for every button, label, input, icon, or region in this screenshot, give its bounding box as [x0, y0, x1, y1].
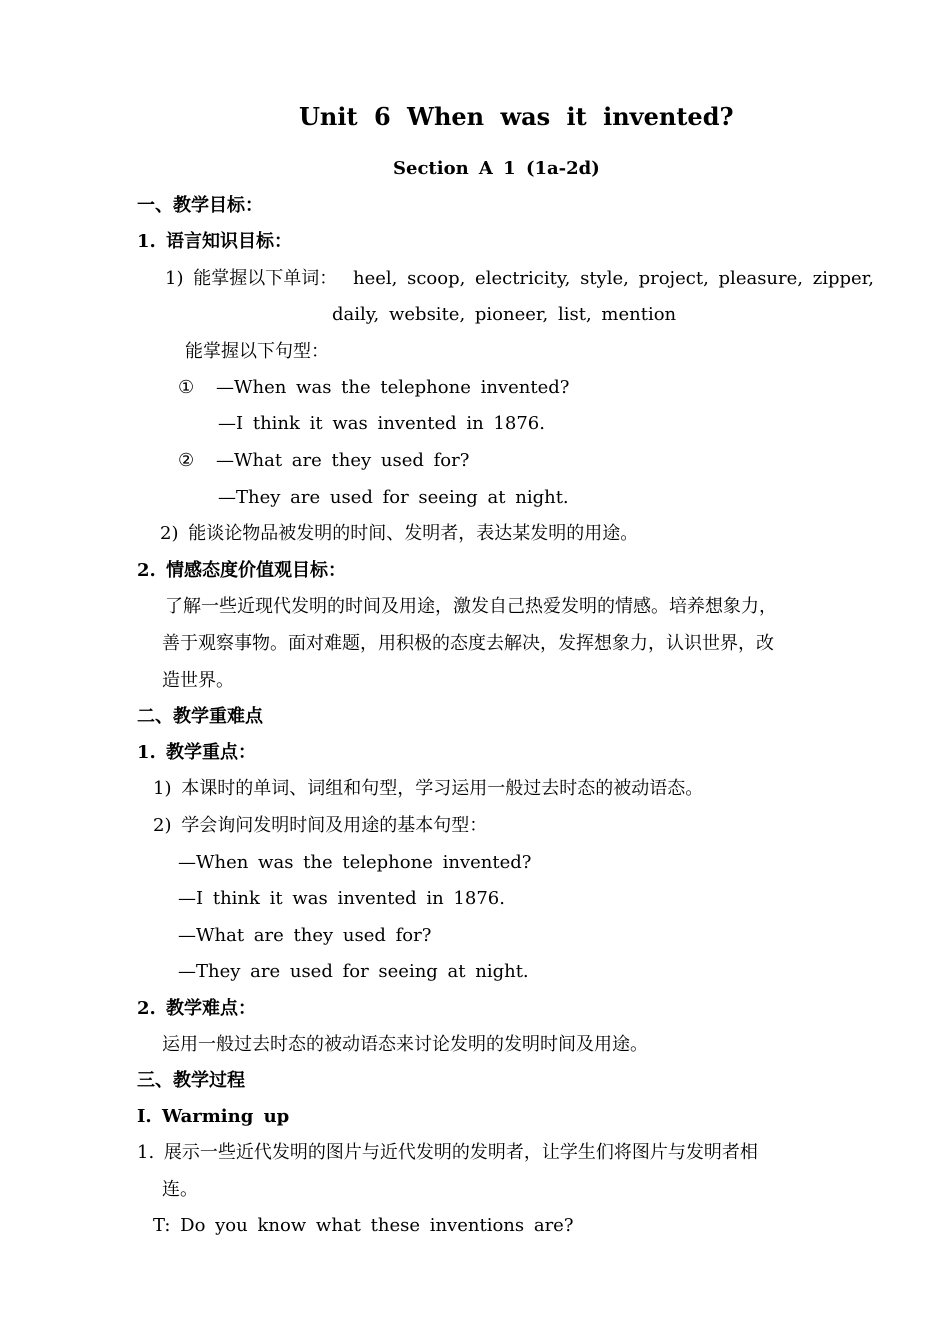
heading-key-points: 二、教学重难点 — [137, 706, 263, 727]
emotional-goals-line-1: 了解一些近现代发明的时间及用途，激发自己热爱发明的情感。培养想象力， — [165, 596, 777, 617]
vocab-line-2: daily, website, pioneer, list, mention — [332, 304, 677, 325]
dialogue-1-question: —When was the telephone invented? — [216, 377, 570, 398]
process-item-1-line-2: 连。 — [162, 1179, 198, 1200]
vocab-label: 1) 能掌握以下单词： — [165, 268, 338, 289]
process-item-1-line-1: 1. 展示一些近代发明的图片与近代发明的发明者，让学生们将图片与发明者相 — [137, 1142, 758, 1163]
focus-answer-2: —They are used for seeing at night. — [178, 961, 529, 982]
heading-language-goals: 1. 语言知识目标： — [137, 231, 293, 252]
focus-item-1: 1) 本课时的单词、词组和句型，学习运用一般过去时态的被动语态。 — [153, 778, 704, 799]
focus-answer-1: —I think it was invented in 1876. — [178, 888, 505, 909]
emotional-goals-line-2: 善于观察事物。面对难题，用积极的态度去解决，发挥想象力，认识世界，改 — [162, 633, 774, 654]
dialogue-2-answer: —They are used for seeing at night. — [218, 487, 569, 508]
marker-1: ① — [178, 377, 195, 398]
heading-teaching-process: 三、教学过程 — [137, 1070, 245, 1091]
language-goal-item-2: 2) 能谈论物品被发明的时间、发明者，表达某发明的用途。 — [160, 523, 639, 544]
teacher-question: T: Do you know what these inventions are? — [153, 1215, 574, 1236]
page-title: Unit 6 When was it invented? — [299, 102, 734, 131]
sentence-label: 能掌握以下句型： — [185, 341, 329, 362]
heading-teaching-objectives: 一、教学目标： — [137, 195, 263, 216]
vocab-line-1: heel, scoop, electricity, style, project, pleasure, zipper, — [353, 268, 875, 289]
heading-difficulty: 2. 教学难点： — [137, 998, 257, 1019]
marker-2: ② — [178, 450, 195, 471]
dialogue-1-answer: —I think it was invented in 1876. — [218, 413, 545, 434]
focus-question-1: —When was the telephone invented? — [178, 852, 532, 873]
focus-question-2: —What are they used for? — [178, 925, 432, 946]
heading-focus: 1. 教学重点： — [137, 742, 257, 763]
dialogue-2-question: —What are they used for? — [216, 450, 470, 471]
section-subtitle: Section A 1 (1a-2d) — [393, 158, 600, 179]
focus-item-2: 2) 学会询问发明时间及用途的基本句型： — [153, 815, 488, 836]
heading-emotional-goals: 2. 情感态度价值观目标： — [137, 560, 347, 581]
difficulty-text: 运用一般过去时态的被动语态来讨论发明的发明时间及用途。 — [162, 1034, 648, 1055]
heading-warming-up: I. Warming up — [137, 1106, 290, 1127]
emotional-goals-line-3: 造世界。 — [162, 670, 234, 691]
